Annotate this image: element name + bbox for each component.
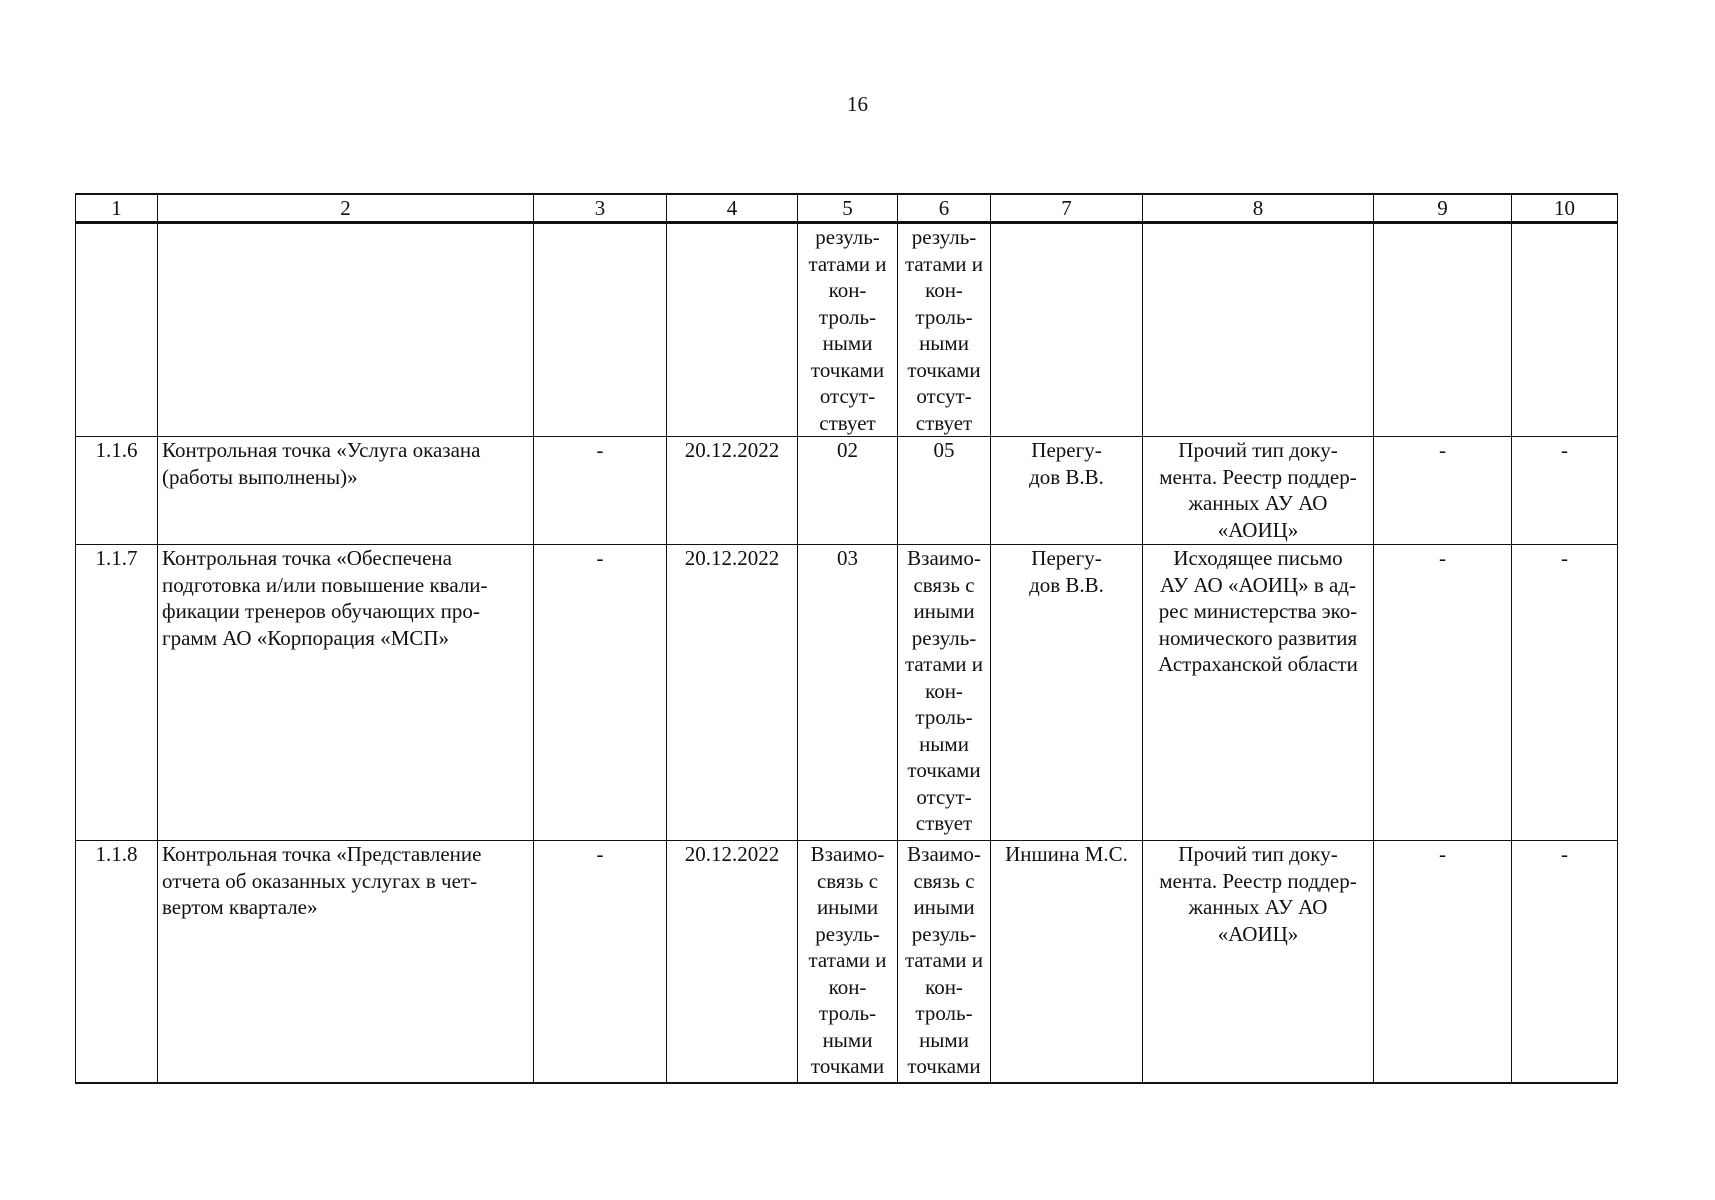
cell-line: Исходящее письмо	[1173, 546, 1343, 570]
cell-line: Иншина М.С.	[1005, 842, 1128, 866]
cell-line: грамм АО «Корпорация «МСП»	[162, 625, 450, 650]
row-col5	[798, 545, 898, 841]
control-points-table	[75, 193, 1618, 1084]
column-number-6: 6	[898, 194, 991, 223]
cell-line: фикации тренеров обучающих про-	[162, 599, 480, 623]
cell-line: мента. Реестр поддер-	[1159, 464, 1357, 489]
row-col6	[898, 545, 991, 841]
cell-line: жанных АУ АО	[1188, 491, 1328, 515]
row-responsible	[991, 437, 1143, 545]
row-col10: -	[1512, 437, 1618, 545]
cell-line: мента. Реестр поддер-	[1159, 868, 1357, 893]
cell-line: точками	[810, 1054, 885, 1078]
cell-line: Прочий тип доку-	[1178, 438, 1338, 462]
row-col3: -	[534, 545, 667, 841]
cell-line: резуль-	[815, 225, 880, 249]
cell-line: троль-	[818, 1001, 877, 1025]
column-number-2: 2	[158, 194, 534, 223]
cell-line: жанных АУ АО	[1188, 895, 1328, 919]
row-responsible	[991, 545, 1143, 841]
row-col10	[1512, 223, 1618, 437]
cell-line: татами и	[905, 948, 983, 972]
cell-line: троль-	[915, 1001, 973, 1025]
row-name	[158, 223, 534, 437]
cell-line: кон-	[925, 974, 963, 999]
row-date: 20.12.2022	[667, 545, 798, 841]
cell-line: татами и	[808, 251, 887, 276]
cell-line: резуль-	[911, 921, 977, 946]
cell-line: Взаимо-	[810, 842, 885, 866]
cell-line: Контрольная точка «Представление	[162, 842, 482, 866]
cell-line: кон-	[925, 278, 963, 302]
cell-line: связь с	[816, 868, 879, 893]
row-col6	[898, 841, 991, 1083]
cell-line: ствует	[819, 410, 876, 435]
row-document-type	[1143, 223, 1374, 437]
row-col9: -	[1374, 545, 1512, 841]
cell-line: связь с	[913, 868, 975, 893]
cell-line: троль-	[915, 705, 973, 729]
row-col5	[798, 841, 898, 1083]
row-date: 20.12.2022	[667, 841, 798, 1083]
column-number-1: 1	[76, 194, 158, 223]
cell-line: точками	[810, 357, 885, 382]
column-number-4: 4	[667, 194, 798, 223]
row-responsible	[991, 223, 1143, 437]
cell-line: точками	[907, 1054, 981, 1078]
column-number-8: 8	[1143, 194, 1374, 223]
row-col9: -	[1374, 841, 1512, 1083]
row-col9: -	[1374, 437, 1512, 545]
table-row	[76, 437, 1618, 545]
cell-line: 05	[933, 438, 955, 462]
cell-line: дов В.В.	[1029, 464, 1104, 489]
cell-line: татами и	[808, 948, 887, 972]
cell-line: «АОИЦ»	[1217, 517, 1299, 542]
cell-line: ными	[822, 1027, 873, 1052]
row-date: 20.12.2022	[667, 437, 798, 545]
row-date	[667, 223, 798, 437]
cell-line: 02	[837, 438, 858, 462]
cell-line: дов В.В.	[1029, 572, 1104, 597]
cell-line: троль-	[915, 304, 973, 329]
column-number-5: 5	[798, 194, 898, 223]
column-number-9: 9	[1374, 194, 1512, 223]
cell-line: подготовка и/или повышение квали-	[162, 572, 488, 597]
column-number-7: 7	[991, 194, 1143, 223]
row-document-type	[1143, 437, 1374, 545]
cell-line: точками	[907, 357, 981, 382]
cell-line: отсут-	[916, 784, 972, 809]
row-col6	[898, 437, 991, 545]
cell-line: иными	[816, 895, 879, 919]
cell-line: кон-	[828, 974, 867, 999]
column-number-10: 10	[1512, 194, 1618, 223]
cell-line: ными	[822, 331, 873, 355]
cell-line: «АОИЦ»	[1217, 921, 1299, 946]
row-col3: -	[534, 841, 667, 1083]
row-col5	[798, 223, 898, 437]
cell-line: Прочий тип доку-	[1178, 842, 1338, 866]
row-col3: -	[534, 437, 667, 545]
row-number: 1.1.6	[76, 437, 158, 545]
cell-line: татами и	[905, 652, 983, 676]
cell-line: ными	[919, 1027, 969, 1052]
cell-line: связь с	[913, 572, 975, 597]
cell-line: Перегу-	[1031, 438, 1102, 462]
cell-line: татами и	[905, 251, 983, 276]
cell-line: рес министерства эко-	[1158, 599, 1358, 623]
row-name	[158, 545, 534, 841]
row-responsible	[991, 841, 1143, 1083]
cell-line: иными	[913, 895, 975, 919]
table-row	[76, 223, 1618, 437]
row-document-type	[1143, 545, 1374, 841]
page-number: 16	[847, 92, 868, 116]
cell-line: ными	[919, 731, 969, 756]
row-document-type	[1143, 841, 1374, 1083]
row-number	[76, 223, 158, 437]
cell-line: кон-	[828, 278, 867, 302]
cell-line: ствует	[915, 410, 973, 435]
cell-line: точками	[907, 758, 981, 782]
column-number-3: 3	[534, 194, 667, 223]
cell-line: резуль-	[911, 625, 977, 650]
row-col6	[898, 223, 991, 437]
cell-line: отсут-	[916, 384, 972, 408]
table-row	[76, 841, 1618, 1083]
cell-line: номического развития	[1158, 625, 1358, 650]
row-col10: -	[1512, 545, 1618, 841]
table-row	[76, 545, 1618, 841]
cell-line: ствует	[915, 811, 973, 835]
row-number: 1.1.8	[76, 841, 158, 1083]
column-number-row	[76, 194, 1618, 223]
cell-line: резуль-	[815, 921, 880, 946]
cell-line: ными	[919, 331, 969, 355]
cell-line: Астраханской области	[1158, 652, 1358, 676]
row-name	[158, 841, 534, 1083]
cell-line: 03	[837, 546, 858, 570]
cell-line: Взаимо-	[907, 546, 981, 570]
cell-line: АУ АО «АОИЦ» в ад-	[1159, 572, 1356, 597]
cell-line: троль-	[818, 304, 877, 329]
cell-line: кон-	[925, 678, 963, 703]
cell-line: Взаимо-	[907, 842, 981, 866]
cell-line: вертом квартале»	[162, 895, 318, 919]
row-col9	[1374, 223, 1512, 437]
row-name	[158, 437, 534, 545]
cell-line: отсут-	[819, 384, 876, 408]
row-col5	[798, 437, 898, 545]
cell-line: отчета об оказанных услугах в чет-	[162, 868, 478, 893]
cell-line: резуль-	[911, 225, 977, 249]
row-number: 1.1.7	[76, 545, 158, 841]
row-col10: -	[1512, 841, 1618, 1083]
cell-line: Контрольная точка «Услуга оказана	[162, 438, 481, 462]
cell-line: иными	[913, 599, 975, 623]
cell-line: (работы выполнены)»	[162, 464, 358, 489]
cell-line: Перегу-	[1031, 546, 1102, 570]
row-col3	[534, 223, 667, 437]
cell-line: Контрольная точка «Обеспечена	[162, 546, 452, 570]
